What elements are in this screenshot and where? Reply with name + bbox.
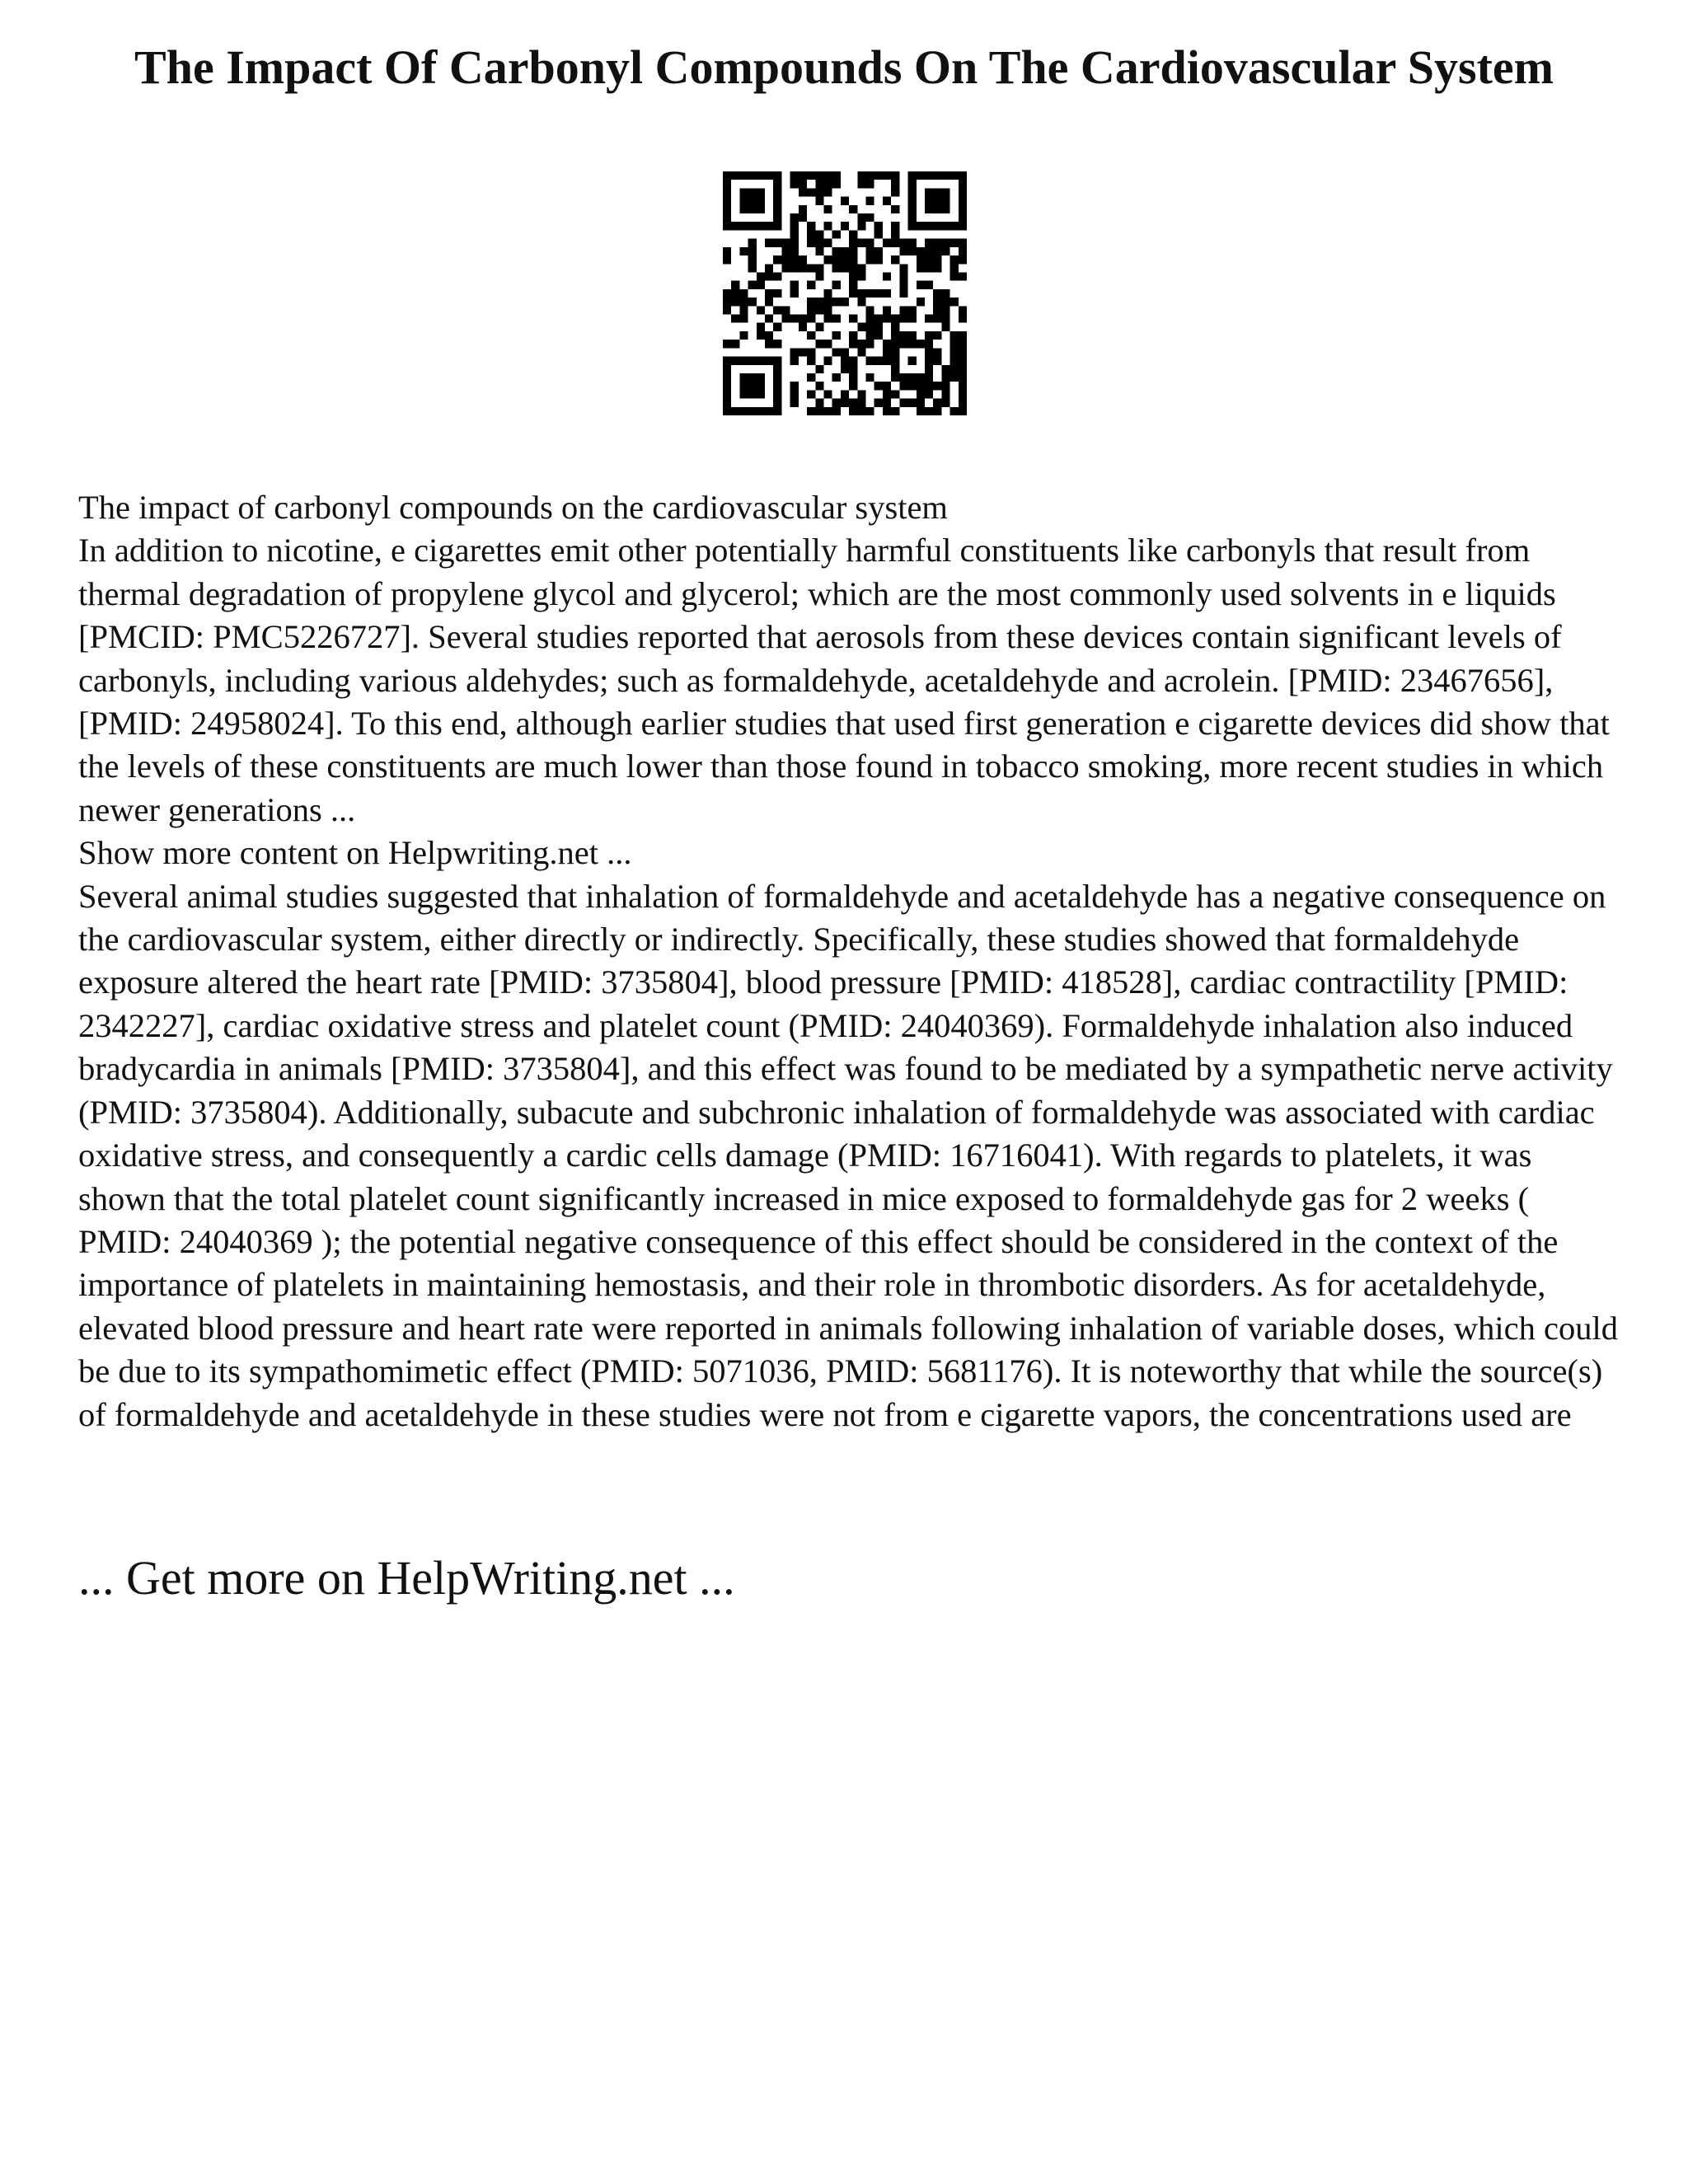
article-body — [78, 486, 1620, 1436]
article-paragraph-1: In addition to nicotine, e cigarettes emit other potentially harmful constituents like carbonyls that result from thermal degradation of propylene glycol and glycerol; which are the most commonly used solvents in e liquids [PMCID: PMC5226727]. Several studies reported that aerosols from these devices contain significant levels of carbonyls, including various aldehydes; such as formaldehyde, acetaldehyde and acrolein. [PMID: 23467656], [PMID: 24958024]. To this end, although earlier studies that used first generation e cigarette devices did show that the levels of these constituents are much lower than those found in tobacco smoking, more recent studies in which newer generations ... — [78, 532, 1610, 828]
article-paragraph-2: Several animal studies suggested that inhalation of formaldehyde and acetaldehyde has a negative consequence on the cardiovascular system, either directly or indirectly. Specifically, these studies showed that formaldehyde exposure altered the heart rate [PMID: 3735804], blood pressure [PMID: 418528], cardiac contractility [PMID: 2342227], cardiac oxidative stress and platelet count (PMID: 24040369). Formaldehyde inhalation also induced bradycardia in animals [PMID: 3735804], and this effect was found to be mediated by a sympathetic nerve activity (PMID: 3735804). Additionally, subacute and subchronic inhalation of formaldehyde was associated with cardiac oxidative stress, and consequently a cardic cells damage (PMID: 16716041). With regards to platelets, it was shown that the total platelet count significantly increased in mice exposed to formaldehyde gas for 2 weeks ( PMID: 24040369 ); the potential negative consequence of this effect should be considered in the context of the importance of platelets in maintaining hemostasis, and their role in thrombotic disorders. As for acetaldehyde, elevated blood pressure and heart rate were reported in animals following inhalation of variable doses, which could be due to its sympathomimetic effect (PMID: 5071036, PMID: 5681176). It is noteworthy that while the source(s) of formaldehyde and acetaldehyde in these studies were not from e cigarette vapors, the concentrations used are — [78, 877, 1618, 1433]
show-more-link[interactable]: Show more content on Helpwriting.net ... — [78, 834, 632, 872]
page-title: The Impact Of Carbonyl Compounds On The Cardiovascular System — [134, 40, 1554, 94]
qr-code-icon[interactable] — [723, 171, 967, 415]
article-heading-line: The impact of carbonyl compounds on the cardiovascular system — [78, 489, 948, 526]
get-more-link[interactable]: ... Get more on HelpWriting.net ... — [78, 1551, 735, 1605]
